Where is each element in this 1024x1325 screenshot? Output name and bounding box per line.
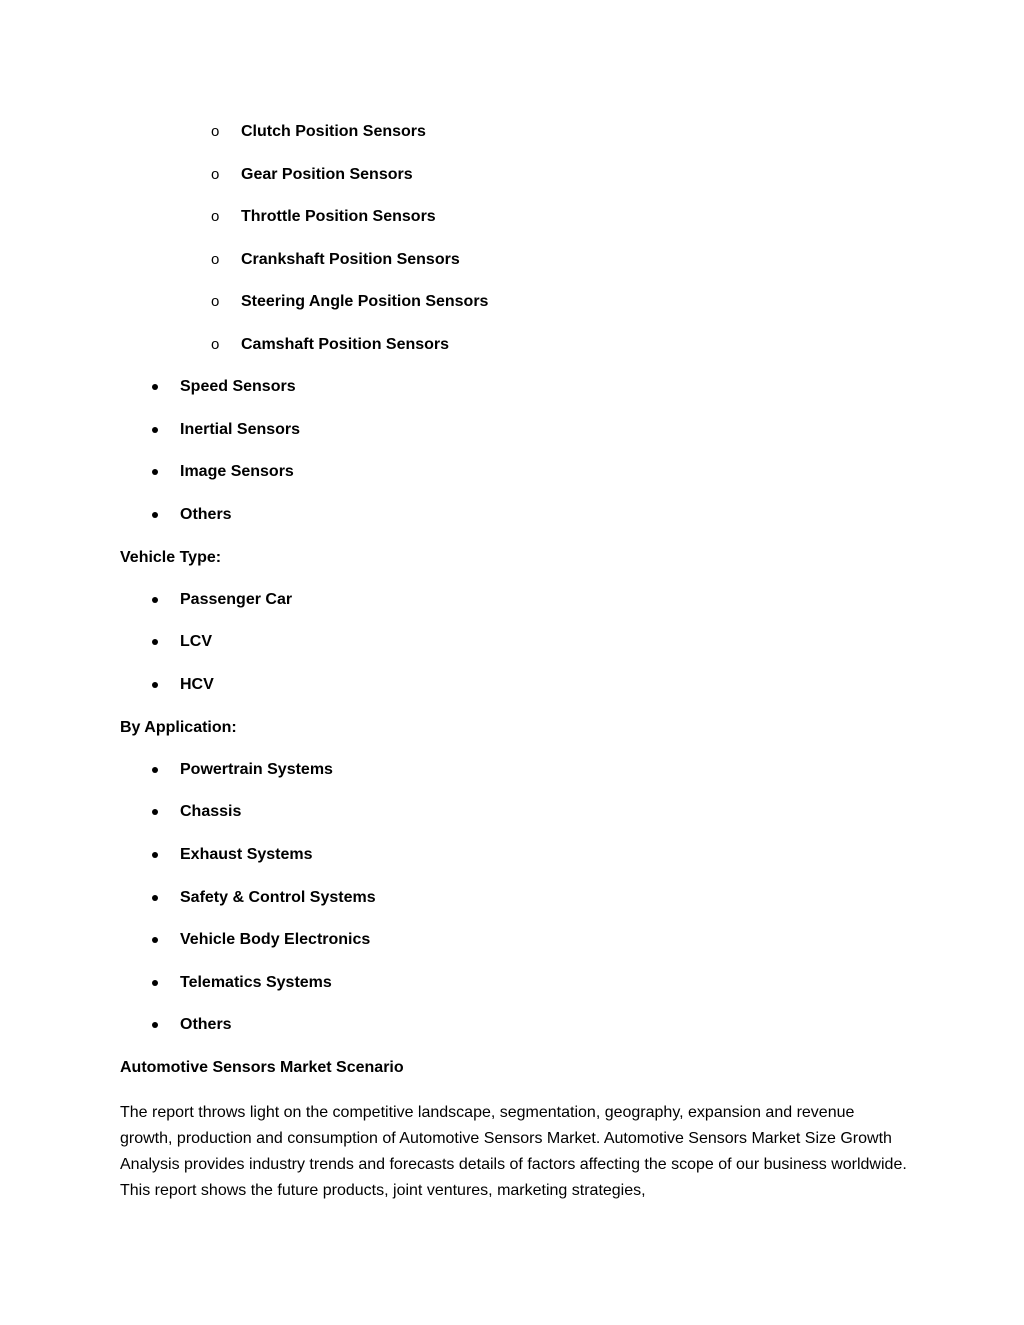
list-item-safety-control: Safety & Control Systems bbox=[180, 889, 376, 906]
list-item-powertrain: Powertrain Systems bbox=[180, 761, 333, 778]
bullet-icon bbox=[152, 469, 158, 475]
bullet-icon bbox=[152, 980, 158, 986]
sub-list-item-clutch: Clutch Position Sensors bbox=[241, 123, 426, 140]
bullet-icon bbox=[152, 809, 158, 815]
sub-list-item-camshaft: Camshaft Position Sensors bbox=[241, 336, 450, 353]
bullet-icon bbox=[152, 895, 158, 901]
application-heading: By Application: bbox=[120, 719, 237, 736]
list-item-others-application: Others bbox=[180, 1016, 232, 1033]
bullet-icon bbox=[152, 427, 158, 433]
list-item-passenger-car: Passenger Car bbox=[180, 591, 293, 608]
bullet-icon bbox=[152, 384, 158, 390]
list-item-body-electronics: Vehicle Body Electronics bbox=[180, 931, 371, 948]
sub-list-marker: o bbox=[211, 336, 220, 353]
list-item-lcv: LCV bbox=[180, 633, 212, 650]
list-item-inertial-sensors: Inertial Sensors bbox=[180, 421, 301, 438]
bullet-icon bbox=[152, 682, 158, 688]
scenario-paragraph: The report throws light on the competitive landscape, segmentation, geography, expansion and revenue growth, production and consumption of Automotive Sensors Market. Automotive Sensors Market Size Growth Analysis provides industry trends and forecasts details of factors affecting the scope of our business worldwide. This report shows the future products, joint ventures, marketing strategies, bbox=[120, 1104, 907, 1199]
bullet-icon bbox=[152, 852, 158, 858]
sub-list-marker: o bbox=[211, 123, 220, 140]
sub-list-item-steering: Steering Angle Position Sensors bbox=[241, 293, 489, 310]
list-item-others: Others bbox=[180, 506, 232, 523]
list-item-image-sensors: Image Sensors bbox=[180, 463, 294, 480]
bullet-icon bbox=[152, 597, 158, 603]
vehicle-type-heading: Vehicle Type: bbox=[120, 549, 222, 566]
list-item-chassis: Chassis bbox=[180, 803, 242, 820]
bullet-icon bbox=[152, 639, 158, 645]
sub-list-marker: o bbox=[211, 293, 220, 310]
list-item-exhaust: Exhaust Systems bbox=[180, 846, 313, 863]
bullet-icon bbox=[152, 1022, 158, 1028]
scenario-heading: Automotive Sensors Market Scenario bbox=[120, 1059, 404, 1076]
sub-list-marker: o bbox=[211, 208, 220, 225]
bullet-icon bbox=[152, 767, 158, 773]
sub-list-item-crankshaft: Crankshaft Position Sensors bbox=[241, 251, 460, 268]
bullet-icon bbox=[152, 937, 158, 943]
sub-list-marker: o bbox=[211, 166, 220, 183]
sub-list-marker: o bbox=[211, 251, 220, 268]
list-item-telematics: Telematics Systems bbox=[180, 974, 332, 991]
sub-list-item-gear: Gear Position Sensors bbox=[241, 166, 413, 183]
list-item-speed-sensors: Speed Sensors bbox=[180, 378, 296, 395]
list-item-hcv: HCV bbox=[180, 676, 214, 693]
sub-list-item-throttle: Throttle Position Sensors bbox=[241, 208, 436, 225]
bullet-icon bbox=[152, 512, 158, 518]
